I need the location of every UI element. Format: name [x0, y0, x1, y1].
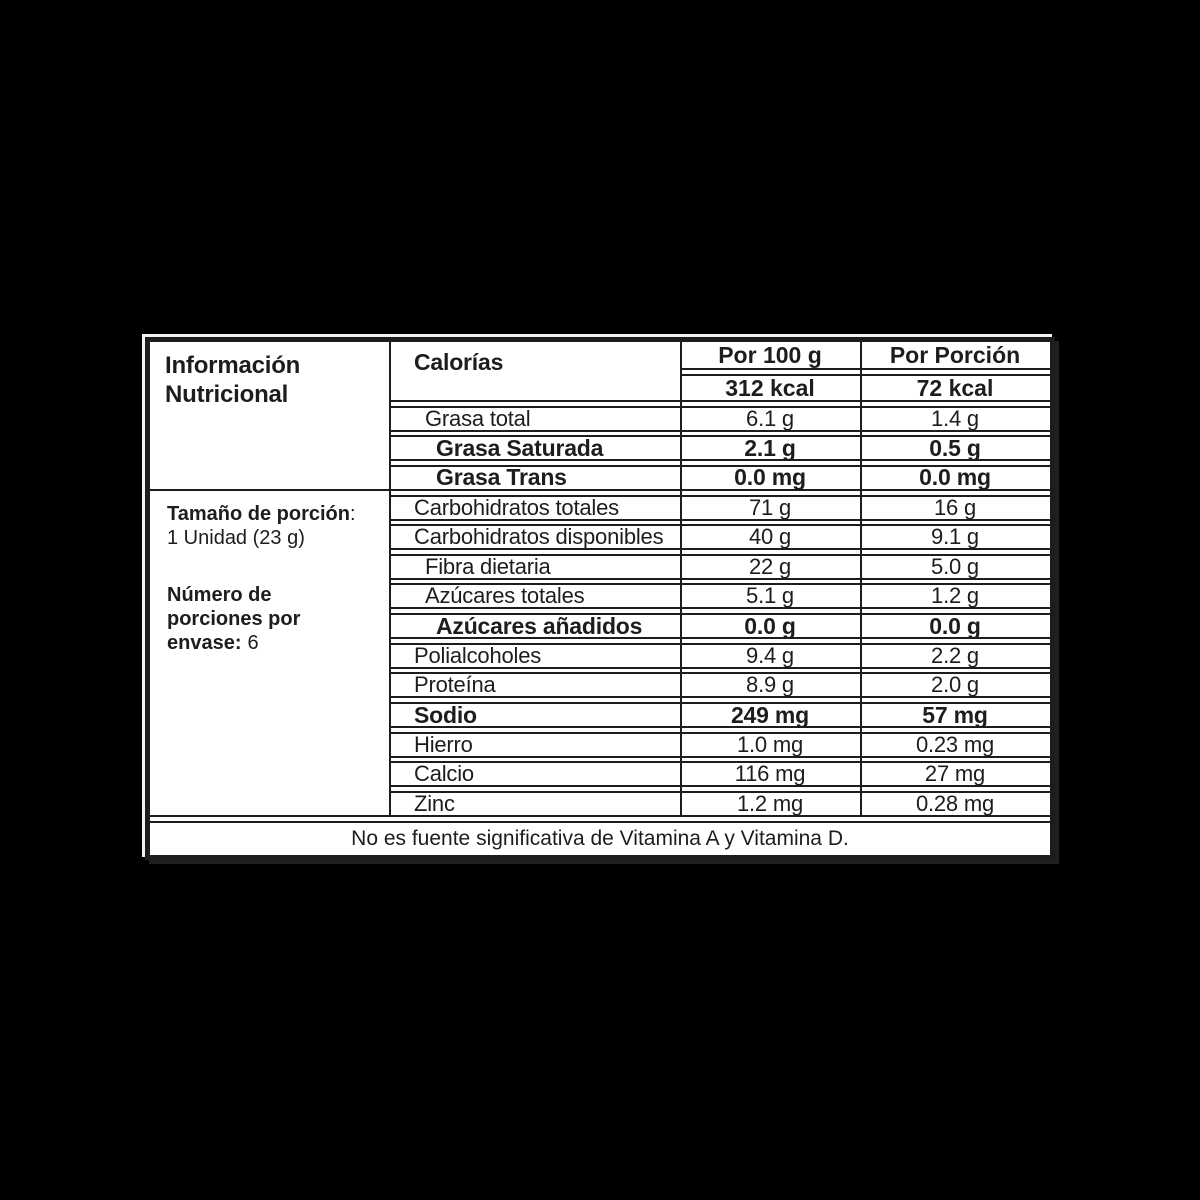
- row-value-portion: 9.1 g: [931, 524, 979, 550]
- column-divider-labels-values: [680, 342, 682, 817]
- table-row: [391, 643, 1050, 669]
- table-row: [391, 761, 1050, 787]
- row-value-100g: 6.1 g: [746, 405, 794, 431]
- row-value-portion: 0.23 mg: [915, 731, 995, 757]
- table-row: [391, 732, 1050, 758]
- table-title-line1: Información: [165, 352, 301, 379]
- row-value-portion: 2.0 g: [931, 672, 979, 698]
- table-row: [391, 465, 1050, 491]
- row-value-100g: 1.2 mg: [736, 790, 804, 816]
- column-headers-row: [680, 342, 1050, 370]
- serving-size-value: 1 Unidad (23 g): [167, 527, 305, 549]
- row-value-portion: 16 g: [933, 494, 977, 520]
- table-row: [391, 524, 1050, 550]
- table-body: [150, 342, 1050, 817]
- row-value-portion: 2.2 g: [931, 642, 979, 668]
- row-value-portion: 5.0 g: [931, 553, 979, 579]
- kcal-row: [680, 374, 1050, 402]
- row-value-portion: 27 mg: [924, 761, 986, 787]
- serving-size: [167, 502, 381, 550]
- row-value-100g: 40 g: [748, 524, 792, 550]
- servings-line1: Número de: [167, 584, 272, 606]
- table-row: [391, 613, 1050, 639]
- table-title: [150, 342, 389, 491]
- table-row: [391, 554, 1050, 580]
- row-label: Azúcares añadidos: [436, 612, 643, 639]
- per-portion-header: Por Porción: [889, 341, 1021, 368]
- row-value-portion: 0.5 g: [929, 434, 981, 461]
- row-label: Sodio: [414, 701, 477, 728]
- footnote: No es fuente significativa de Vitamina A y Vitamina D.: [150, 821, 1050, 855]
- servings-label: envase:: [167, 632, 242, 654]
- row-value-100g: 5.1 g: [746, 583, 794, 609]
- nutrition-table: [145, 337, 1055, 860]
- row-value-portion: 57 mg: [922, 701, 988, 728]
- table-row: [391, 435, 1050, 461]
- row-label: Proteína: [414, 672, 496, 698]
- row-value-portion: 0.0 mg: [919, 464, 991, 491]
- row-label: Azúcares totales: [425, 583, 585, 609]
- kcal-per-portion: 72 kcal: [916, 374, 994, 401]
- kcal-per-100g: 312 kcal: [725, 374, 815, 401]
- row-value-100g: 116 mg: [734, 761, 806, 787]
- table-row: [391, 791, 1050, 817]
- row-value-portion: 0.0 g: [929, 612, 981, 639]
- row-label: Grasa total: [425, 405, 531, 431]
- row-value-100g: 249 mg: [730, 701, 810, 728]
- servings-count: 6: [247, 632, 259, 654]
- table-row: [391, 583, 1050, 609]
- servings-per-container: [167, 583, 381, 655]
- header-values: [680, 342, 1050, 402]
- row-label: Polialcoholes: [414, 642, 542, 668]
- table-row: [391, 702, 1050, 728]
- row-value-100g: 0.0 g: [744, 612, 796, 639]
- row-label: Grasa Saturada: [436, 434, 604, 461]
- row-label: Fibra dietaria: [425, 553, 551, 579]
- row-label: Carbohidratos totales: [414, 494, 619, 520]
- serving-size-colon: :: [349, 503, 356, 525]
- calories-label: Calorías: [391, 342, 680, 402]
- row-label: Carbohidratos disponibles: [414, 524, 664, 550]
- row-label: Grasa Trans: [436, 464, 567, 491]
- row-value-100g: 71 g: [748, 494, 792, 520]
- table-row: [391, 495, 1050, 521]
- row-label: Hierro: [414, 731, 473, 757]
- row-value-100g: 8.9 g: [746, 672, 794, 698]
- serving-info: [150, 491, 389, 815]
- row-value-100g: 1.0 mg: [736, 731, 804, 757]
- table-row: [391, 406, 1050, 432]
- header-block: [391, 342, 1050, 402]
- row-value-100g: 22 g: [748, 553, 792, 579]
- servings-line2: porciones por: [167, 608, 301, 630]
- row-value-100g: 2.1 g: [744, 434, 796, 461]
- info-column: [150, 342, 391, 817]
- per-100g-header: Por 100 g: [718, 341, 822, 368]
- rows-area: [391, 342, 1050, 817]
- serving-size-label: Tamaño de porción: [167, 503, 350, 525]
- row-label: Zinc: [414, 790, 455, 816]
- table-title-line2: Nutricional: [165, 381, 289, 408]
- table-row: [391, 672, 1050, 698]
- row-value-100g: 0.0 mg: [734, 464, 806, 491]
- row-value-100g: 9.4 g: [746, 642, 794, 668]
- row-value-portion: 0.28 mg: [915, 790, 995, 816]
- row-label: Calcio: [414, 761, 474, 787]
- row-value-portion: 1.2 g: [931, 583, 979, 609]
- column-divider-values: [860, 342, 862, 817]
- row-value-portion: 1.4 g: [931, 405, 979, 431]
